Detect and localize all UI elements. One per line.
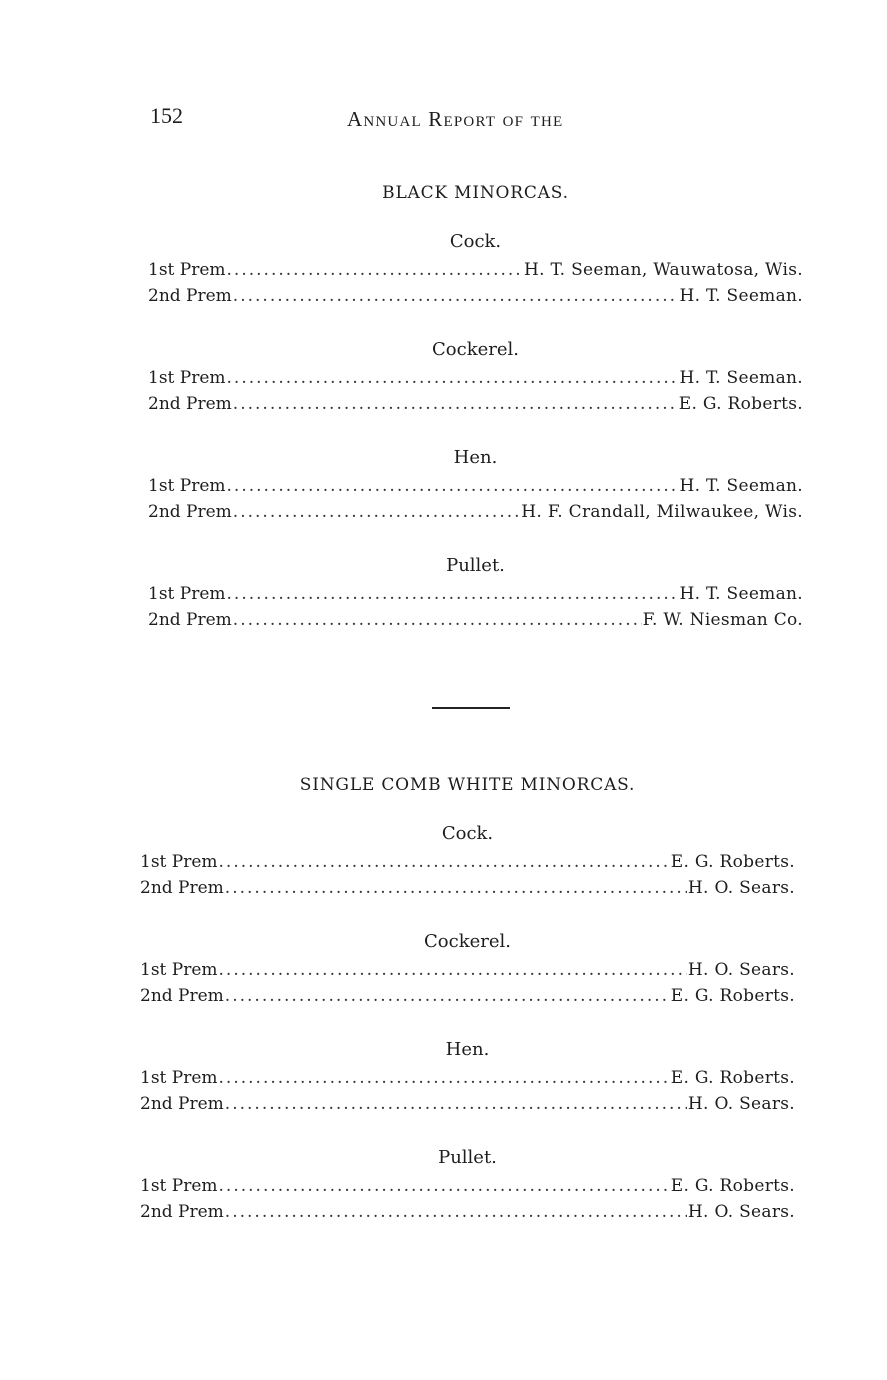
premium-label: 1st Prem	[140, 852, 218, 872]
group-title: Pullet.	[438, 1147, 497, 1168]
group-cockerel	[140, 931, 795, 1009]
premium-label: 2nd Prem	[140, 878, 224, 898]
premium-entry	[148, 473, 803, 499]
group-title: Cockerel.	[432, 339, 519, 360]
winner-name: H. O. Sears.	[687, 1202, 795, 1222]
premium-label: 2nd Prem	[148, 394, 232, 414]
premium-entry	[140, 1199, 795, 1225]
group-title: Cock.	[449, 231, 502, 252]
premium-entry	[140, 1065, 795, 1091]
premium-entry	[148, 581, 803, 607]
winner-name: H. T. Seeman.	[679, 584, 803, 604]
premium-entry	[140, 983, 795, 1009]
dot-leader	[219, 1065, 670, 1091]
premium-label: 2nd Prem	[148, 286, 232, 306]
dot-leader	[233, 499, 521, 525]
group-title: Hen.	[445, 1039, 490, 1060]
winner-name: H. T. Seeman.	[679, 476, 803, 496]
dot-leader	[225, 1199, 687, 1225]
premium-label: 2nd Prem	[148, 502, 232, 522]
dot-leader	[225, 1091, 687, 1117]
group-title: Pullet.	[446, 555, 505, 576]
group-hen	[140, 1039, 795, 1117]
group-title: Cock.	[441, 823, 494, 844]
winner-name: F. W. Niesman Co.	[642, 610, 803, 630]
winner-name: E. G. Roberts.	[670, 1176, 795, 1196]
premium-label: 2nd Prem	[140, 986, 224, 1006]
section-black-minorcas	[148, 183, 803, 663]
dot-leader	[219, 849, 670, 875]
group-title: Cockerel.	[424, 931, 511, 952]
premium-entry	[140, 1091, 795, 1117]
premium-entry	[148, 283, 803, 309]
premium-label: 1st Prem	[148, 260, 226, 280]
winner-name: H. T. Seeman, Wauwatosa, Wis.	[524, 260, 803, 280]
premium-label: 2nd Prem	[140, 1202, 224, 1222]
premium-entry	[140, 1173, 795, 1199]
section-divider-rule	[432, 707, 510, 709]
winner-name: H. F. Crandall, Milwaukee, Wis.	[521, 502, 803, 522]
premium-entry	[148, 499, 803, 525]
premium-label: 1st Prem	[140, 1068, 218, 1088]
dot-leader	[219, 957, 687, 983]
premium-entry	[148, 257, 803, 283]
dot-leader	[227, 581, 679, 607]
page-number: 152	[150, 103, 183, 128]
dot-leader	[233, 607, 642, 633]
group-pullet	[148, 555, 803, 633]
winner-name: H. T. Seeman.	[679, 286, 803, 306]
group-hen	[148, 447, 803, 525]
premium-entry	[140, 957, 795, 983]
winner-name: E. G. Roberts.	[670, 986, 795, 1006]
dot-leader	[219, 1173, 670, 1199]
winner-name: H. O. Sears.	[687, 960, 795, 980]
group-pullet	[140, 1147, 795, 1225]
premium-label: 2nd Prem	[140, 1094, 224, 1114]
dot-leader	[227, 257, 523, 283]
premium-label: 1st Prem	[148, 368, 226, 388]
running-title: Annual Report of the	[347, 107, 564, 131]
group-cockerel	[148, 339, 803, 417]
dot-leader	[225, 875, 687, 901]
premium-entry	[140, 875, 795, 901]
section-single-comb-white-minorcas	[140, 775, 795, 1255]
premium-entry	[140, 849, 795, 875]
group-cock	[148, 231, 803, 309]
winner-name: E. G. Roberts.	[670, 852, 795, 872]
winner-name: E. G. Roberts.	[670, 1068, 795, 1088]
premium-label: 1st Prem	[148, 476, 226, 496]
premium-entry	[148, 607, 803, 633]
winner-name: H. T. Seeman.	[679, 368, 803, 388]
dot-leader	[227, 365, 679, 391]
winner-name: E. G. Roberts.	[678, 394, 803, 414]
premium-label: 2nd Prem	[148, 610, 232, 630]
dot-leader	[225, 983, 670, 1009]
premium-label: 1st Prem	[140, 1176, 218, 1196]
page-header	[150, 103, 810, 137]
winner-name: H. O. Sears.	[687, 1094, 795, 1114]
premium-label: 1st Prem	[140, 960, 218, 980]
premium-entry	[148, 365, 803, 391]
section-title: SINGLE COMB WHITE MINORCAS.	[299, 775, 636, 795]
premium-label: 1st Prem	[148, 584, 226, 604]
dot-leader	[233, 391, 678, 417]
premium-entry	[148, 391, 803, 417]
winner-name: H. O. Sears.	[687, 878, 795, 898]
section-title: BLACK MINORCAS.	[382, 183, 569, 203]
group-cock	[140, 823, 795, 901]
dot-leader	[233, 283, 679, 309]
group-title: Hen.	[453, 447, 498, 468]
dot-leader	[227, 473, 679, 499]
